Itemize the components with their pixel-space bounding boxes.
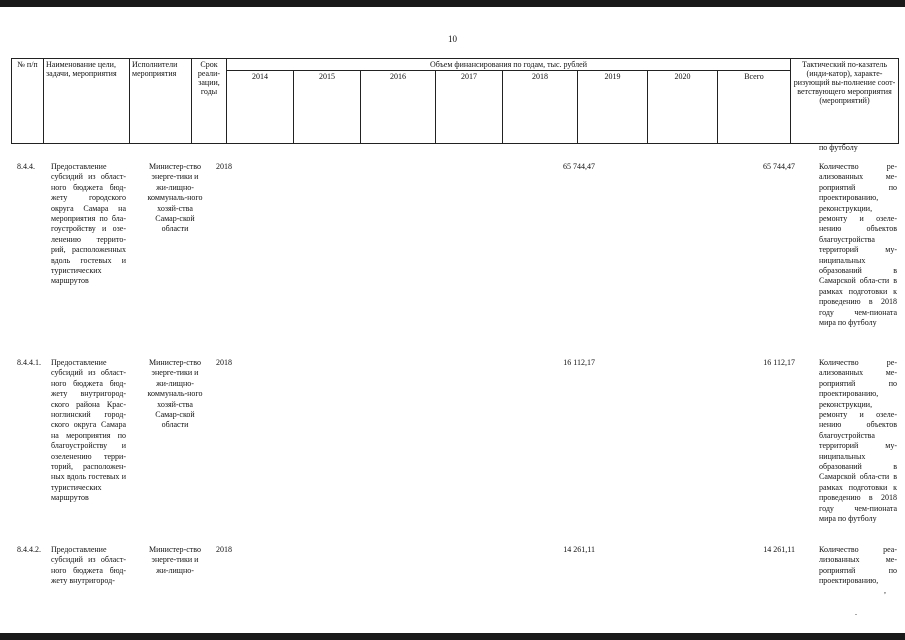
- row-total: 14 261,11: [763, 545, 795, 554]
- scan-border-bottom: [0, 633, 905, 640]
- row-value-2018: 65 744,47: [563, 162, 595, 171]
- row-total: 65 744,47: [763, 162, 795, 171]
- row-executor: Министер-ство энерге-тики и жи-лищно-коммуналь-ного хозяй-ства Самар-ской области: [147, 358, 203, 430]
- row-value-2018: 14 261,11: [563, 545, 595, 554]
- header-executors: Исполнители мероприятия: [130, 59, 192, 144]
- header-name: Наименование цели, задачи, мероприятия: [44, 59, 130, 144]
- header-indicator: Тактический по-казатель (инди-катор), характе-ризующий вы-полнение соот-ветствующего мероприятия (мероприятий): [791, 59, 899, 144]
- row-number: 8.4.4.2.: [17, 545, 41, 554]
- header-year: 2018: [503, 71, 578, 144]
- page-number: 10: [448, 34, 457, 44]
- scan-border-top: [0, 0, 905, 7]
- row-indicator: Количество реа-лизованных ме-роприятий по проектированию,: [819, 545, 897, 586]
- header-financing: Объем финансирования по годам, тыс. рублей: [227, 59, 791, 71]
- header-year-total: Всего: [718, 71, 791, 144]
- row-total: 16 112,17: [763, 358, 795, 367]
- header-year: 2017: [436, 71, 503, 144]
- row-year: 2018: [216, 358, 232, 367]
- row-number: 8.4.4.: [17, 162, 35, 171]
- row-executor: Министер-ство энерге-тики и жи-лищно-коммуналь-ного хозяй-ства Самар-ской области: [147, 162, 203, 234]
- row-executor: Министер-ство энерге-тики и жи-лищно-: [149, 545, 201, 575]
- row-year: 2018: [216, 545, 232, 554]
- header-num: № п/п: [12, 59, 44, 144]
- table-header: [11, 58, 899, 144]
- row-number: 8.4.4.1.: [17, 358, 41, 367]
- row-value-2018: 16 112,17: [563, 358, 595, 367]
- header-year: 2016: [361, 71, 436, 144]
- carryover-text: по футболу: [819, 143, 858, 152]
- row-indicator: Количество ре-ализованных ме-роприятий по проектированию, реконструкции, ремонту и озеле-нению объектов благоустройства территорий му-ниципальных образований в Самарской обла-сти в рамках подготовки к проведению в 2018 году чем-пионата мира по футболу: [819, 358, 897, 524]
- row-year: 2018: [216, 162, 232, 171]
- scan-speck: ,: [884, 586, 886, 595]
- row-name: Предоставление субсидий из област-ного бюджета бюд-жету городского округа Самара на мероприятия по бла-гоустройству и озе-ленению террито-рий, расположенных вдоль гостевых и туристических маршрутов: [51, 162, 126, 286]
- row-name: Предоставление субсидий из област-ного бюджета бюд-жету внутригород-ского района Крас-ноглинский город-ского округа Самара на мероприятия по благоустройству и озеленению терри-торий, расположен-ных вдоль гостевых и туристических маршрутов: [51, 358, 126, 503]
- header-year: 2019: [578, 71, 648, 144]
- row-name: Предоставление субсидий из област-ного бюджета бюд-жету внутригород-: [51, 545, 126, 586]
- row-indicator: Количество ре-ализованных ме-роприятий по проектированию, реконструкции, ремонту и озеле-нению объектов благоустройства территорий му-ниципальных образований в Самарской обла-сти в рамках подготовки к проведению в 2018 году чем-пионата мира по футболу: [819, 162, 897, 328]
- header-year: 2020: [648, 71, 718, 144]
- header-year: 2015: [294, 71, 361, 144]
- header-term: Срок реали-зации, годы: [192, 59, 227, 144]
- header-year: 2014: [227, 71, 294, 144]
- scan-speck: .: [855, 608, 857, 617]
